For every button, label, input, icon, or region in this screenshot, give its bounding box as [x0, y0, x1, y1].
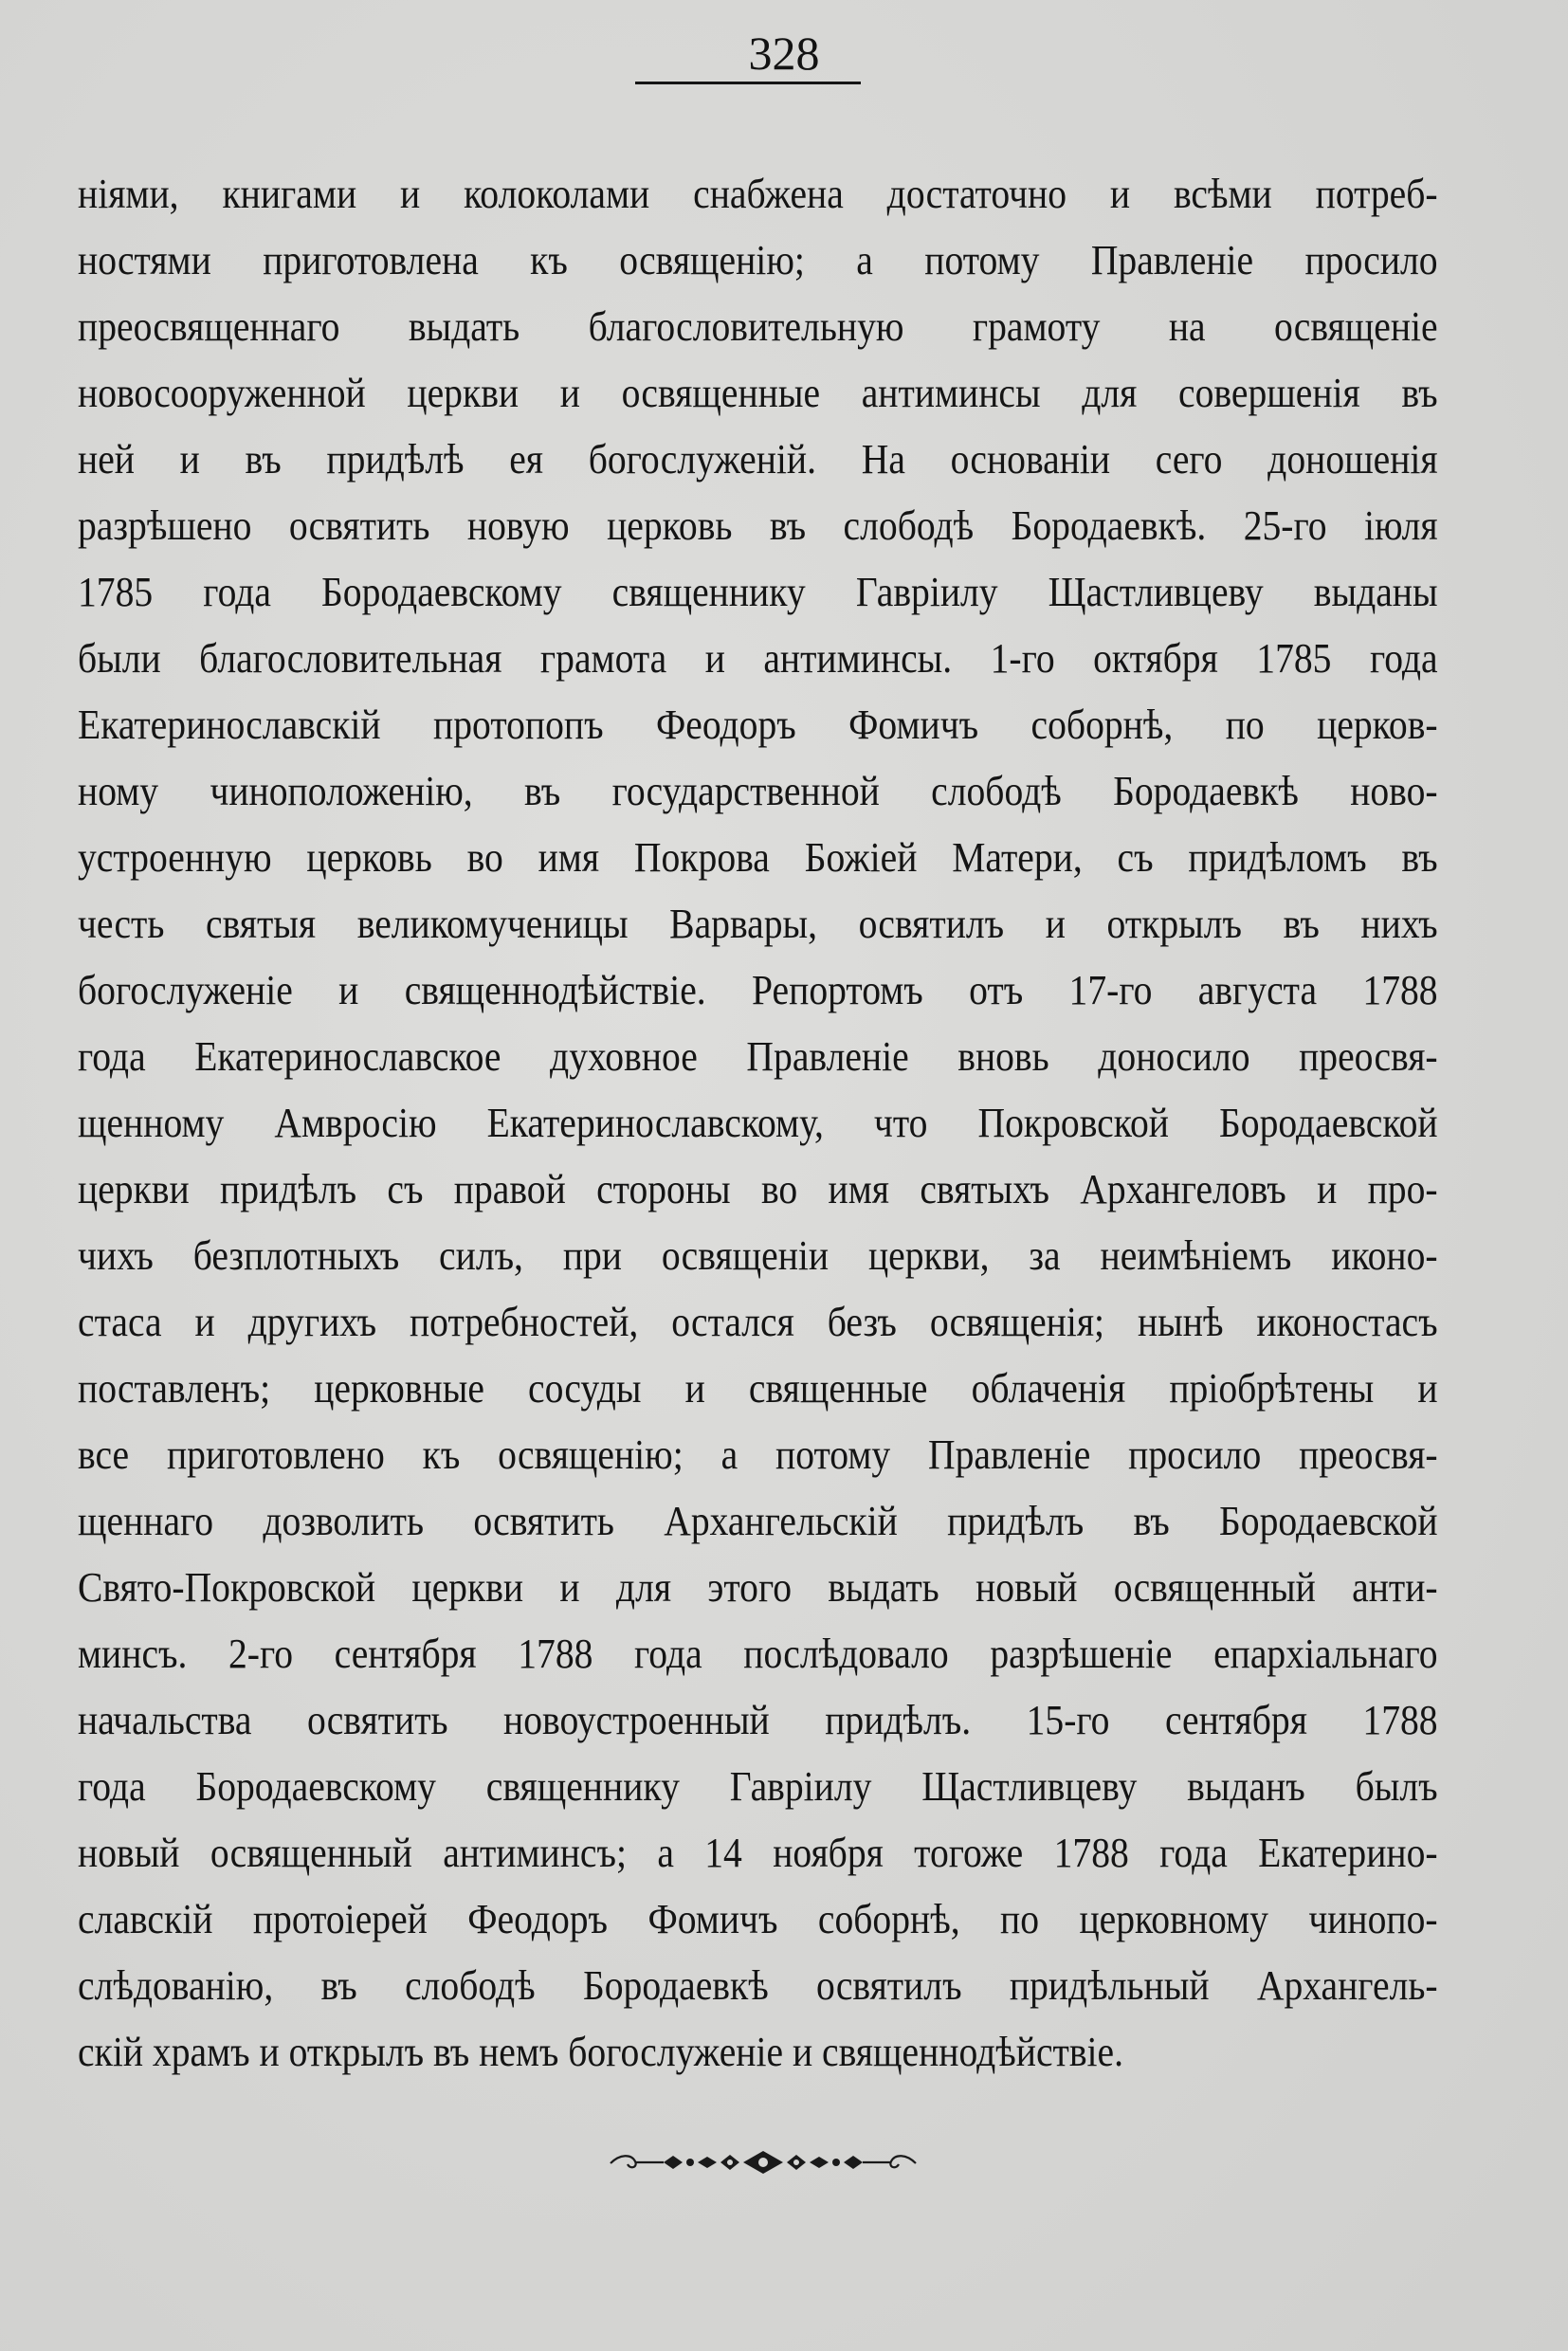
text-line: все приготовлено къ освященію; а потому Правленіе просило преосвя-	[78, 1431, 1438, 1478]
text-line: новый освященный антиминсъ; а 14 ноября тогоже 1788 года Екатерино-	[78, 1830, 1438, 1876]
text-line: скій храмъ и открылъ въ немъ богослуженіе и священнодѣйствіе.	[78, 2029, 1124, 2075]
text-line: Свято-Покровской церкви и для этого выдать новый освященный анти-	[78, 1564, 1438, 1611]
text-line: начальства освятить новоустроенный придѣлъ. 15-го сентября 1788	[78, 1697, 1438, 1743]
text-line: Екатеринославскій протопопъ Феодоръ Фомичъ соборнѣ, по церков-	[78, 702, 1438, 748]
text-line: были благословительная грамота и антиминсы. 1-го октября 1785 года	[78, 635, 1438, 682]
text-line: года Бородаевскому священнику Гавріилу Щастливцеву выданъ былъ	[78, 1763, 1438, 1810]
text-line: устроенную церковь во имя Покрова Божіей Матери, съ придѣломъ въ	[78, 834, 1438, 881]
body-text	[78, 161, 1438, 2086]
text-line: щенному Амвросію Екатеринославскому, что Покровской Бородаевской	[78, 1100, 1438, 1146]
text-line: поставленъ; церковные сосуды и священные облаченія пріобрѣтены и	[78, 1365, 1438, 1412]
text-line: новосооруженной церкви и освященные антиминсы для совершенія въ	[78, 370, 1438, 416]
text-line: богослуженіе и священнодѣйствіе. Репортомъ отъ 17-го августа 1788	[78, 967, 1438, 1013]
ornament-vignette	[607, 2144, 920, 2178]
text-line: минсъ. 2-го сентября 1788 года послѣдовало разрѣшеніе епархіальнаго	[78, 1631, 1438, 1677]
text-line: стаса и другихъ потребностей, остался безъ освященія; нынѣ иконостасъ	[78, 1299, 1438, 1345]
text-line: разрѣшено освятить новую церковь въ слободѣ Бородаевкѣ. 25-го іюля	[78, 502, 1438, 549]
text-line: ному чиноположенію, въ государственной слободѣ Бородаевкѣ ново-	[78, 768, 1438, 814]
text-line: ностями приготовлена къ освященію; а потому Правленіе просило	[78, 237, 1438, 283]
text-line: года Екатеринославское духовное Правленіе вновь доносило преосвя-	[78, 1033, 1438, 1080]
text-line: славскій протоіерей Феодоръ Фомичъ соборнѣ, по церковному чинопо-	[78, 1896, 1438, 1942]
text-line: щеннаго дозволить освятить Архангельскій придѣлъ въ Бородаевской	[78, 1498, 1438, 1544]
text-line: преосвященнаго выдать благословительную грамоту на освященіе	[78, 303, 1438, 350]
text-line: слѣдованію, въ слободѣ Бородаевкѣ освятилъ придѣльный Архангель-	[78, 1962, 1438, 2009]
text-line: 1785 года Бородаевскому священнику Гавріилу Щастливцеву выданы	[78, 569, 1438, 615]
text-line: церкви придѣлъ съ правой стороны во имя святыхъ Архангеловъ и про-	[78, 1166, 1438, 1212]
page-number: 328	[748, 27, 820, 80]
text-line: ніями, книгами и колоколами снабжена достаточно и всѣми потреб-	[78, 171, 1438, 217]
header-rule	[635, 82, 861, 84]
text-line: ней и въ придѣлѣ ея богослуженій. На основаніи сего доношенія	[78, 436, 1438, 483]
text-line: чихъ безплотныхъ силъ, при освященіи церкви, за неимѣніемъ иконо-	[78, 1232, 1438, 1279]
text-line: честь святыя великомученицы Варвары, освятилъ и открылъ въ нихъ	[78, 901, 1438, 947]
